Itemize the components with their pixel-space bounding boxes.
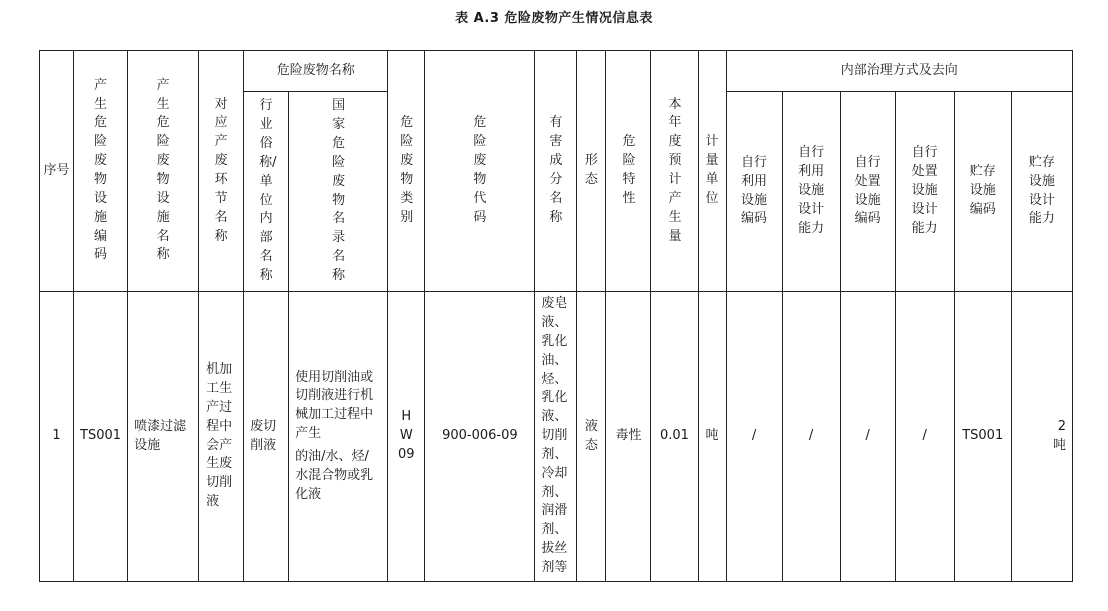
national-name-line-2: 的油/水、烃/水混合物或乳化液: [295, 448, 374, 502]
cell-facility-code: TS001: [74, 292, 128, 582]
cell-storage-code: TS001: [954, 292, 1011, 582]
cell-property: 毒性: [606, 292, 651, 582]
cell-seq: 1: [40, 292, 74, 582]
header-storage-code: 贮存设施编码: [954, 92, 1011, 292]
cell-unit: 吨: [698, 292, 726, 582]
storage-capacity-value: 2: [1057, 418, 1066, 434]
header-storage-capacity: 贮存设施设计能力: [1011, 92, 1072, 292]
table-title: 表 A.3 危险废物产生情况信息表: [455, 11, 653, 26]
cell-facility-name: 喷漆过滤设施: [128, 292, 199, 582]
cell-form: 液态: [577, 292, 606, 582]
header-self-use-code: 自行利用设施编码: [726, 92, 782, 292]
header-self-dispose-code: 自行处置设施编码: [840, 92, 895, 292]
header-seq: 序号: [40, 51, 74, 292]
header-facility-code: 产生危险废物设施编码: [74, 51, 128, 292]
header-internal-group: 内部治理方式及去向: [726, 51, 1072, 92]
header-unit: 计量单位: [698, 51, 726, 292]
header-harmful: 有害成分名称: [535, 51, 577, 292]
cell-self-use-code: /: [726, 292, 782, 582]
storage-capacity-unit: 吨: [1052, 437, 1066, 453]
cell-annual: 0.01: [651, 292, 698, 582]
cell-harmful: 废皂液、乳化油、烃、乳化液、切削剂、冷却剂、润滑剂、拔丝剂等: [535, 292, 577, 582]
header-national-name: 国家危险废物名录名称: [289, 92, 388, 292]
cell-self-dispose-code: /: [840, 292, 895, 582]
cell-industry-name: 废切削液: [244, 292, 289, 582]
cell-storage-capacity: [1011, 292, 1072, 582]
national-name-line-1: 使用切削油或切削液进行机械加工过程中产生: [295, 369, 374, 442]
cell-self-dispose-capacity: /: [895, 292, 954, 582]
header-property: 危险特性: [606, 51, 651, 292]
cell-code: 900-006-09: [425, 292, 535, 582]
cell-process: 机加工生产过程中会产生废切削液: [199, 292, 244, 582]
cell-category: HW09: [388, 292, 425, 582]
cell-national-name: [289, 292, 388, 582]
header-self-dispose-capacity: 自行处置设施设计能力: [895, 92, 954, 292]
header-process: 对应产废环节名称: [199, 51, 244, 292]
header-industry-name: 行业俗称/单位内部名称: [244, 92, 289, 292]
table-row: [40, 292, 1073, 582]
header-category: 危险废物类别: [388, 51, 425, 292]
hazardous-waste-table: [39, 50, 1073, 582]
cell-self-use-capacity: /: [782, 292, 840, 582]
header-facility-name: 产生危险废物设施名称: [128, 51, 199, 292]
header-annual: 本年度预计产生量: [651, 51, 698, 292]
header-form: 形态: [577, 51, 606, 292]
header-code: 危险废物代码: [425, 51, 535, 292]
header-waste-name-group: 危险废物名称: [244, 51, 388, 92]
header-self-use-capacity: 自行利用设施设计能力: [782, 92, 840, 292]
